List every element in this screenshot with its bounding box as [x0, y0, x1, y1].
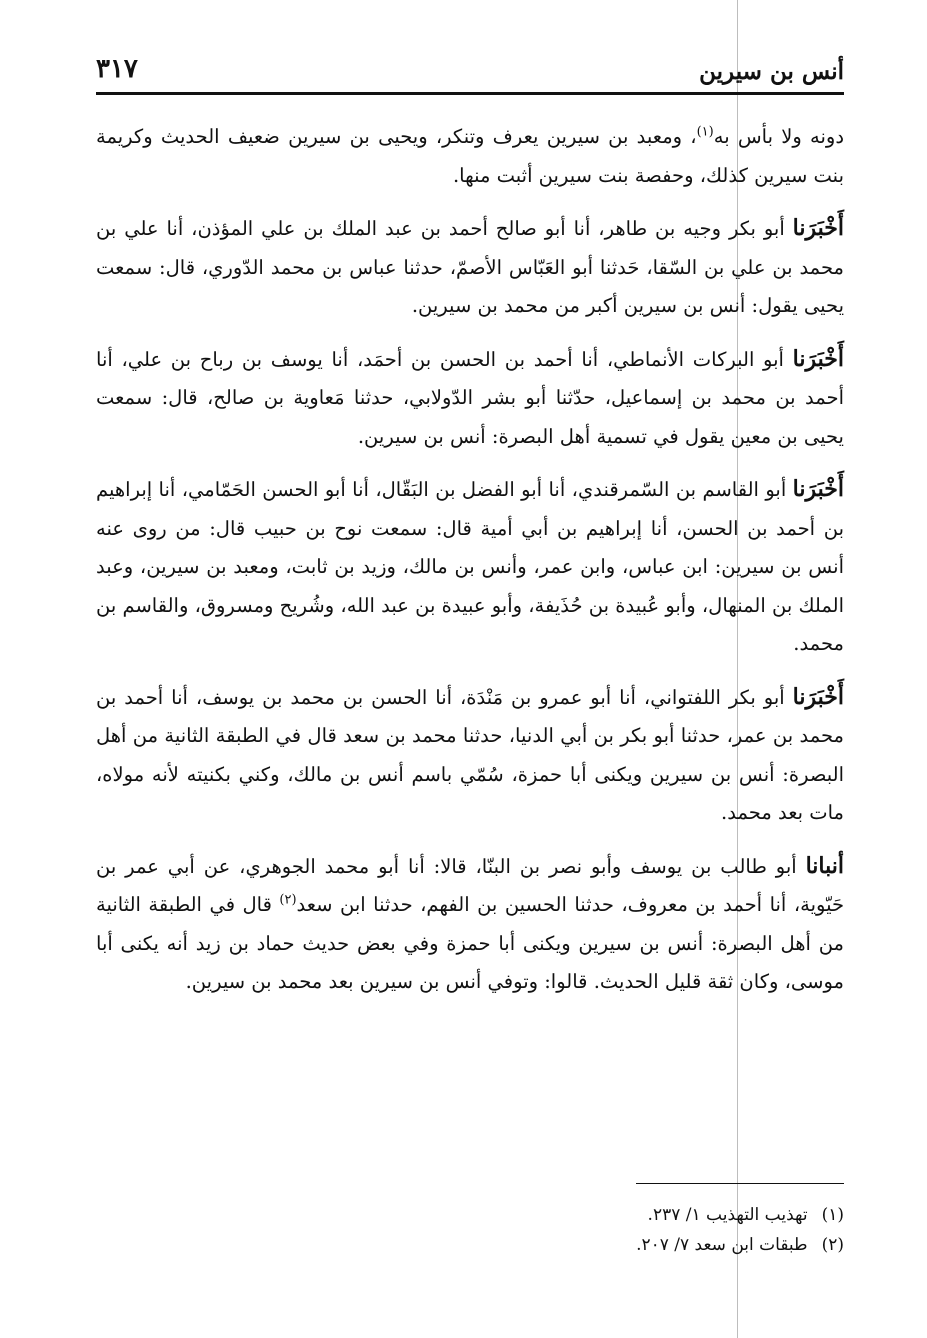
footnote-rule [636, 1183, 844, 1184]
paragraph-text: أبو بكر وجيه بن طاهر، أنا أبو صالح أحمد بن عبد الملك بن علي المؤذن، أنا علي بن محمد بن علي بن السّقا، حَدثنا أبو العَبّاس الأصمّ، حدثنا عباس بن محمد الدّوري، قال: سمعت يحيى يقول: أنس بن سيرين أكبر من محمد بن سيرين. [96, 217, 844, 317]
footnote-number: (١) [821, 1205, 844, 1225]
footnote-ref: (٢) [279, 892, 297, 908]
paragraph-lead: أَخْبَرَنا [792, 345, 844, 372]
paragraph-lead: أنبانا [805, 852, 844, 879]
header-rule [96, 92, 844, 95]
paragraph-text-before-note: دونه ولا بأس به [713, 125, 844, 148]
footnote-ref: (١) [696, 124, 714, 140]
paragraph-3 [96, 340, 844, 457]
paragraph-lead: أَخْبَرَنا [792, 476, 844, 502]
page-header [96, 50, 844, 90]
paragraph-1 [96, 118, 844, 195]
paragraph-text: ، ومعبد بن سيرين يعرف وتنكر، ويحيى بن سيرين ضعيف الحديث وكريمة بنت سيرين كذلك، وحفصة بنت سيرين أثبت منها. [96, 125, 844, 187]
paragraph-text: أبو البركات الأنماطي، أنا أحمد بن الحسن بن أحمَد، أنا يوسف بن رباح بن علي، أنا أحمد بن محمد بن إسماعيل، حدّثنا أبو بشر الدّولابي، حدثنا مَعاوية بن صالح، قال: سمعت يحيى بن معين يقول في تسمية أهل البصرة: أنس بن سيرين. [96, 347, 844, 448]
footnote-number: (٢) [821, 1235, 844, 1255]
paragraph-5 [96, 678, 844, 833]
footnote-2 [96, 1230, 844, 1260]
paragraph-lead: أَخْبَرَنا [792, 683, 844, 710]
footnote-1 [96, 1200, 844, 1230]
paragraph-text: أبو القاسم بن السّمرقندي، أنا أبو الفضل بن البَقّال، أنا أبو الحسن الحَمّامي، أنا إبراهيم بن أحمد بن الحسن، أنا إبراهيم بن أبي أمية قال: سمعت نوح بن حبيب قال: من روى عنه أنس بن سيرين: ابن عباس، وابن عمر، وأنس بن مالك، وزيد بن ثابت، ومعبد بن سيرين، وعبد الملك بن المنهال، وأبو عُبيدة بن حُذَيفة، وأبو عبيدة بن عبد الله، وشُريح ومسروق، والقاسم بن محمد. [96, 478, 844, 655]
page-number: ٣١٧ [96, 54, 138, 84]
body-text [96, 118, 844, 1016]
running-title: أنس بن سيرين [699, 58, 844, 85]
paragraph-4 [96, 470, 844, 664]
footnote-text: طبقات ابن سعد ٧/ ٢٠٧. [636, 1235, 808, 1255]
paragraph-text: أبو بكر اللفتواني، أنا أبو عمرو بن مَنْدَة، أنا الحسن بن محمد بن يوسف، أنا أحمد بن محمد بن عمر، حدثنا أبو بكر بن أبي الدنيا، حدثنا محمد بن سعد قال في الطبقة الثانية من أهل البصرة: أنس بن سيرين ويكنى أبا حمزة، سُمّي باسم أنس بن مالك، وكني بكنيته لأنه مولاه، مات بعد محمد. [96, 685, 844, 824]
footnotes [96, 1200, 844, 1260]
paragraph-lead: أَخْبَرَنا [792, 215, 844, 241]
paragraph-text-before-note: أبو طالب بن يوسف وأبو نصر بن البنّا، قالا: أنا أبو محمد الجوهري، عن أبي عمر بن حَيّوية، أنا أحمد بن معروف، حدثنا الحسين بن الفهم، حدثنا ابن سعد [96, 854, 845, 916]
paragraph-6 [96, 847, 844, 1002]
paragraph-2 [96, 209, 844, 326]
footnote-text: تهذيب التهذيب ١/ ٢٣٧. [647, 1205, 808, 1225]
paragraph-text: قال في الطبقة الثانية من أهل البصرة: أنس بن سيرين ويكنى أبا حمزة وفي بعض حديث حماد بن زيد أنه يكنى أبا موسى، وكان ثقة قليل الحديث. قالوا: وتوفي أنس بن سيرين بعد محمد بن سيرين. [96, 893, 844, 993]
